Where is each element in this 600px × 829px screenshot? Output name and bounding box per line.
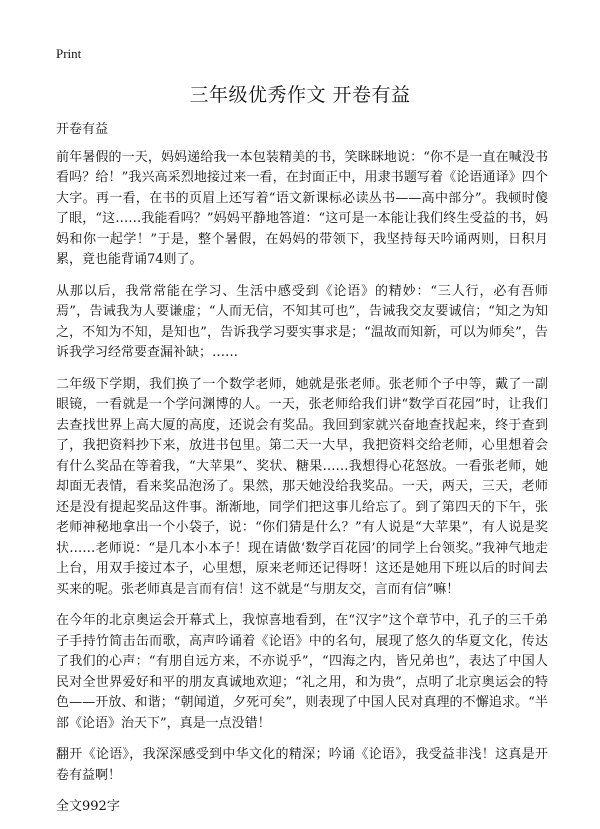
paragraph-5: 翻开《论语》，我深深感受到中华文化的精深；吟诵《论语》，我受益非浅！这真是开卷有益啊！ bbox=[56, 747, 548, 783]
article-body bbox=[56, 120, 548, 829]
article-title: 三年级优秀作文 开卷有益 bbox=[189, 84, 411, 106]
paragraph-4: 在今年的北京奥运会开幕式上，我惊喜地看到，在“汉字”这个章节中，孔子的三千弟子手持竹简击缶而歌，高声吟诵着《论语》中的名句，展现了悠久的华夏文化，传达了我们的心声：“有朋自远方来，不亦说乎”，“四海之内，皆兄弟也”，表达了中国人民对全世界爱好和平的朋友真诚地欢迎；“礼之用，和为贵”，点明了北京奥运会的特色——开放、和谐；“朝闻道，夕死可矣”，则表现了中国人民对真理的不懈追求。“半部《论语》治天下”，真是一点没错！ bbox=[56, 613, 548, 731]
print-link[interactable]: Print bbox=[56, 46, 82, 61]
paragraph-2: 从那以后，我常常能在学习、生活中感受到《论语》的精妙：“三人行，必有吾师焉”，告诫我为人要谦虚；“人而无信，不知其可也”，告诫我交友要诚信；“知之为知之，不知为不知，是知也”，告诉我学习要实事求是；“温故而知新，可以为师矣”，告诉我学习经常要查漏补缺；…… bbox=[56, 283, 548, 360]
paragraph-1: 前年暑假的一天，妈妈递给我一本包装精美的书，笑眯眯地说：“你不是一直在喊没书看吗？给！”我兴高采烈地接过来一看，在封面正中，用隶书题写着《论语通译》四个大字。再一看，在书的页眉上还写着“语文新课标必读丛书——高中部分”。我顿时傻了眼，“这……我能看吗？”妈妈平静地答道：“这可是一本能让我们终生受益的书，妈妈和你一起学！”于是，整个暑假，在妈妈的带领下，我坚持每天吟诵两则，日积月累，竟也能背诵74则了。 bbox=[56, 149, 548, 267]
article-subtitle: 开卷有益 bbox=[56, 122, 109, 137]
paragraph-3: 二年级下学期，我们换了一个数学老师，她就是张老师。张老师个子中等，戴了一副眼镜，一看就是一个学问渊博的人。一天，张老师给我们讲“数学百花园”时，让我们去查找世界上高大厦的高度，还说会有奖品。我回到家就兴奋地查找起来，终于查到了，我把资料抄下来，放进书包里。第二天一大早，我把资料交给老师，心里想着会有什么奖品在等着我，“大苹果”、奖状、糖果……我想得心花怒放。一看张老师，她却面无表情，看来奖品泡汤了。果然，那天她没给我奖品。一天，两天，三天，老师还是没有提起奖品这件事。渐渐地，同学们把这事儿给忘了。到了第四天的下午，张老师神秘地拿出一个小袋子，说：“你们猜是什么？”有人说是“大苹果”，有人说是奖状……老师说：“是几本小本子！现在请做‘数学百花园’的同学上台领奖。”我神气地走上台，用双手接过本子，心里想，原来老师还记得呀！这还是她用下班以后的时间去买来的呢。张老师真是言而有信！这不就是“与朋友交，言而有信”嘛！ bbox=[56, 376, 548, 597]
word-count: 全文992字 bbox=[56, 799, 120, 814]
